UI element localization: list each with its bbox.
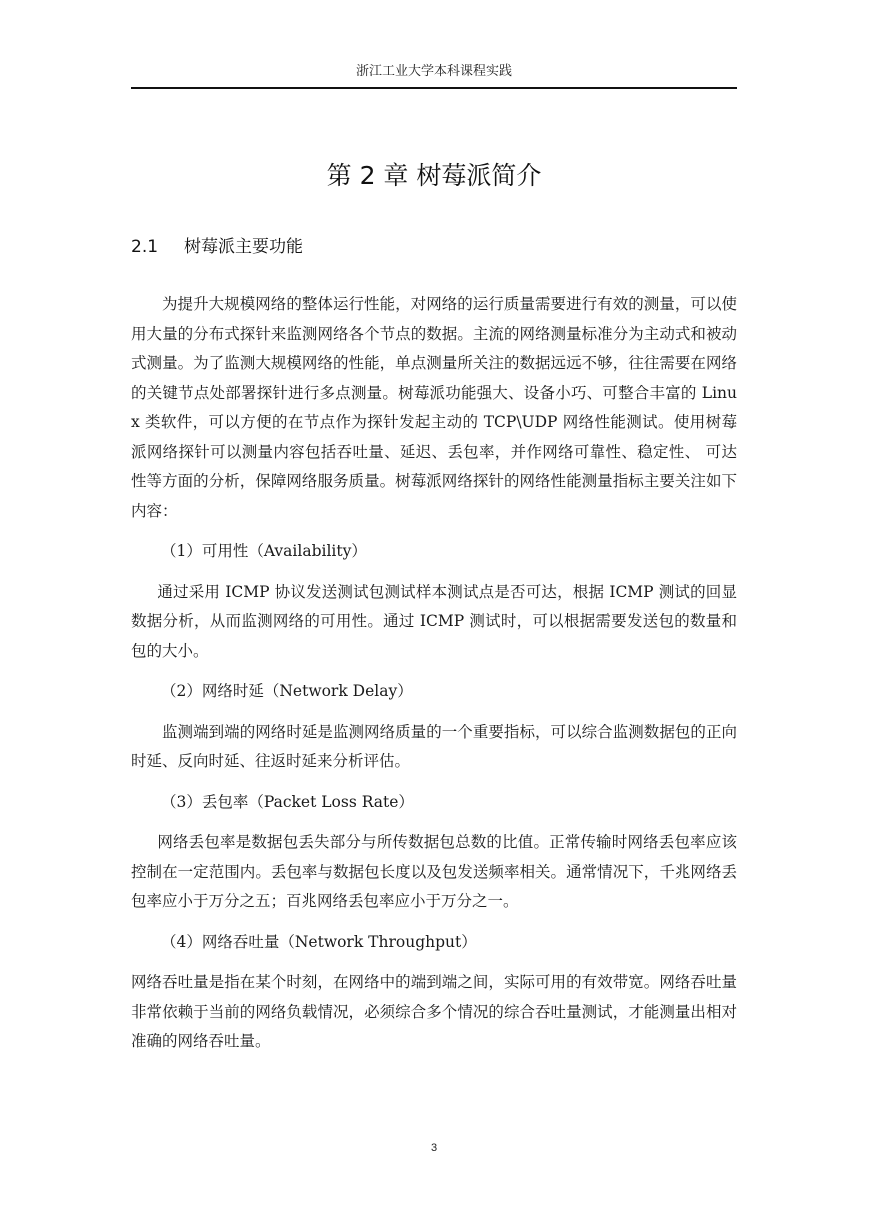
section-number: 2.1 bbox=[131, 237, 159, 257]
throughput-heading: （4）网络吞吐量（Network Throughput） bbox=[161, 932, 477, 951]
page-number: 3 bbox=[430, 1142, 438, 1154]
delay-paragraph: 监测端到端的网络时延是监测网络质量的一个重要指标，可以综合监测数据包的正向时延、反向时延、往返时延来分析评估。 bbox=[131, 722, 737, 770]
header-rule bbox=[131, 87, 737, 89]
intro-paragraph: 为提升大规模网络的整体运行性能，对网络的运行质量需要进行有效的测量，可以使用大量的分布式探针来监测网络各个节点的数据。主流的网络测量标准分为主动式和被动式测量。为了监测大规模网络的性能，单点测量所关注的数据远远不够，往往需要在网络的关键节点处部署探针进行多点测量。树莓派功能强大、设备小巧、可整合丰富的 Linux 类软件，可以方便的在节点作为探针发起主动的 TCP\UDP 网络性能测试。使用树莓派网络探针可以测量内容包括吞吐量、延迟、丢包率，并作网络可靠性、稳定性、 可达性等方面的分析，保障网络服务质量。树莓派网络探针的网络性能测量指标主要关注如下内容： bbox=[131, 295, 737, 520]
body-text bbox=[131, 290, 737, 1057]
throughput-paragraph: 网络吞吐量是指在某个时刻，在网络中的端到端之间，实际可用的有效带宽。网络吞吐量非常依赖于当前的网络负载情况，必须综合多个情况的综合吞吐量测试，才能测量出相对准确的网络吞吐量。 bbox=[131, 973, 737, 1050]
section-heading bbox=[131, 232, 303, 257]
delay-heading: （2）网络时延（Network Delay） bbox=[161, 682, 413, 700]
page-header: 浙江工业大学本科课程实践 bbox=[355, 64, 512, 79]
section-title: 树莓派主要功能 bbox=[184, 237, 304, 257]
loss-paragraph: 网络丢包率是数据包丢失部分与所传数据包总数的比值。正常传输时网络丢包率应该控制在一定范围内。丢包率与数据包长度以及包发送频率相关。通常情况下，千兆网络丢包率应小于万分之五；百兆网络丢包率应小于万分之一。 bbox=[131, 833, 737, 910]
availability-paragraph: 通过采用 ICMP 协议发送测试包测试样本测试点是否可达，根据 ICMP 测试的回显数据分析，从而监测网络的可用性。通过 ICMP 测试时，可以根据需要发送包的数量和包的大小。 bbox=[131, 582, 737, 660]
loss-heading: （3）丢包率（Packet Loss Rate） bbox=[161, 792, 414, 811]
chapter-title: 第 2 章 树莓派简介 bbox=[326, 161, 542, 190]
availability-heading: （1）可用性（Availability） bbox=[161, 542, 367, 560]
